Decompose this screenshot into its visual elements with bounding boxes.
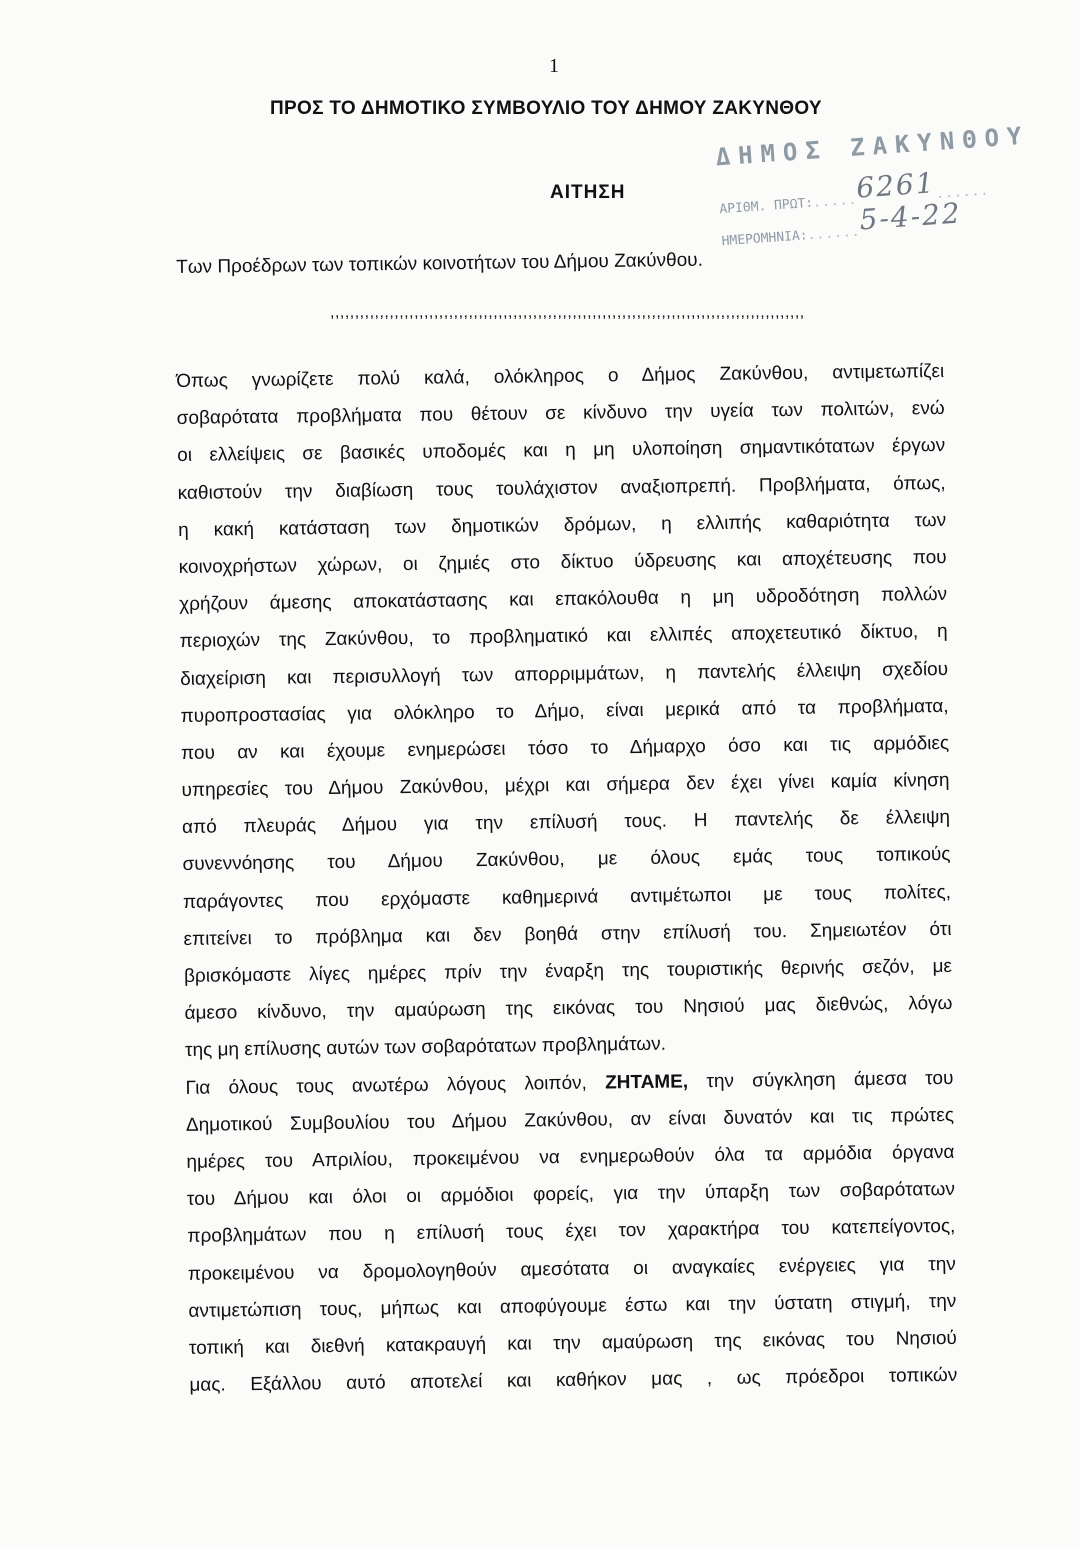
addressees-line: Των Προέδρων των τοπικών κοινοτήτων του Δήμου Ζακύνθου. bbox=[176, 249, 704, 278]
body-line: μας. Εξάλλου αυτό αποτελεί και καθήκον μας , ως πρόεδροι τοπικών bbox=[189, 1364, 958, 1396]
body-line: αντιμετώπιση τους, μήπως και αποφύγουμε έστω και την ύστατη στιγμή, την bbox=[188, 1290, 957, 1322]
body-line: σοβαρότατα προβλήματα που θέτουν σε κίνδυνο την υγεία των πολιτών, ενώ bbox=[176, 398, 945, 430]
body-line: προκειμένου να δρομολογηθούν αμεσότατα οι αναγκαίες ενέργειες για την bbox=[187, 1253, 956, 1285]
body-line: ημέρες του Απριλίου, προκειμένου να ενημερωθούν όλα τα αρμόδια όργανα bbox=[186, 1141, 955, 1173]
stamp-dots: ..... bbox=[812, 192, 858, 211]
stamp-protocol-number: 6261 bbox=[855, 166, 937, 205]
body-line: περιοχών της Ζακύνθου, το προβληματικό και ελλιπές αποχετευτικό δίκτυο, η bbox=[179, 621, 948, 653]
stamp-date-label: ΗΜΕΡΟΜΗΝΙΑ: bbox=[721, 228, 809, 250]
body-line: προβλημάτων που η επίλυσή τους έχει τον χαρακτήρα του κατεπείγοντος, bbox=[187, 1216, 956, 1248]
page-number: 1 bbox=[549, 55, 559, 77]
body-line: από πλευράς Δήμου για την επίλυσή τους. Η παντελής δε έλλειψη bbox=[181, 807, 951, 839]
body-line: τοπική και διεθνή κατακραυγή και την αμαύρωση της εικόνας του Νησιού bbox=[188, 1327, 957, 1359]
demand-keyword: ΖΗΤΑΜΕ, bbox=[604, 1070, 689, 1094]
body-text-segment: Για όλους τους ανωτέρω λόγους λοιπόν, bbox=[185, 1072, 588, 1099]
body-line: που αν και έχουμε ενημερώσει τόσο το Δήμαρχο όσο και τις αρμόδιες bbox=[180, 732, 950, 764]
body-line: του Δήμου και όλοι οι αρμόδιοι φορείς, για την ύπαρξη των σοβαρότατων bbox=[186, 1179, 956, 1211]
body-line: παράγοντες που ερχόμαστε καθημερινά αντιμέτωποι με τους πολίτες, bbox=[182, 881, 952, 913]
body-line: διαχείριση και περισυλλογή των απορριμμάτων, η παντελής έλλειψη σχεδίου bbox=[179, 658, 949, 690]
document-title: ΠΡΟΣ ΤΟ ΔΗΜΟΤΙΚΟ ΣΥΜΒΟΥΛΙΟ ΤΟΥ ΔΗΜΟΥ ΖΑΚΥΝΘΟΥ bbox=[270, 98, 822, 119]
body-line: κοινοχρήστων χώρων, οι ζημιές στο δίκτυο ύδρευσης και αποχέτευσης που bbox=[178, 546, 947, 578]
body-line: καθιστούν την διαβίωση τους τουλάχιστον αναξιοπρεπή. Προβλήματα, όπως, bbox=[177, 472, 946, 504]
body-line: η κακή κατάσταση των δημοτικών δρόμων, η ελλιπής καθαριότητα των bbox=[178, 509, 947, 541]
body-line: υπηρεσίες του Δήμου Ζακύνθου, μέχρι και σήμερα δεν έχει γίνει καμία κίνηση bbox=[181, 769, 950, 802]
body-line: επιτείνει το πρόβλημα και δεν βοηθά στην επίλυσή του. Σημειωτέον ότι bbox=[183, 918, 952, 950]
body-line: Δημοτικού Συμβουλίου του Δήμου Ζακύνθου, αν είναι δυνατόν και τις πρώτες bbox=[185, 1104, 955, 1136]
stamp-dots: ...... bbox=[807, 224, 861, 244]
body-text-segment: την σύγκληση άμεσα του bbox=[706, 1067, 954, 1092]
separator-line: ,,,,,,,,,,,,,,,,,,,,,,,,,,,,,,,,,,,,,,,,,,,,,,,,,,,,,,,,,,,,,,,,,,,,,,,,,,,,,,,,,,,,,,,,,,,,,,,, bbox=[330, 304, 805, 321]
body-line: οι ελλείψεις σε βασικές υποδομές και η μη υλοποίηση σημαντικότατων έργων bbox=[177, 435, 946, 467]
stamp-dots: ...... bbox=[935, 183, 990, 203]
body-line: άμεσο κίνδυνο, την αμαύρωση της εικόνας του Νησιού μας διεθνώς, λόγω bbox=[184, 993, 953, 1025]
body-line: χρήζουν άμεσης αποκατάστασης και επακόλουθα η μη υδροδότηση πολλών bbox=[179, 584, 948, 616]
body-text bbox=[176, 353, 958, 1404]
protocol-stamp bbox=[708, 118, 1031, 250]
body-line: Όπως γνωρίζετε πολύ καλά, ολόκληρος ο Δήμος Ζακύνθου, αντιμετωπίζει bbox=[176, 360, 945, 392]
document-subject: ΑΙΤΗΣΗ bbox=[550, 182, 626, 203]
body-line: πυροπροστασίας για ολόκληρο το Δήμο, είναι μερικά από τα προβλήματα, bbox=[180, 695, 949, 727]
stamp-protocol-label: ΑΡΙΘΜ. ΠΡΩΤ: bbox=[718, 195, 814, 218]
stamp-date-value: 5-4-22 bbox=[858, 196, 963, 237]
stamp-title: ΔΗΜΟΣ ΖΑΚΥΝΘΟΥ bbox=[714, 121, 1031, 172]
body-line: της μη επίλυσης αυτών των σοβαρότατων προβλημάτων. bbox=[184, 1034, 667, 1062]
body-line: συνεννόησης του Δήμου Ζακύνθου, με όλους εμάς τους τοπικούς bbox=[182, 844, 951, 876]
body-line: βρισκόμαστε λίγες ημέρες πρίν την έναρξη της τουριστικής θερινής σεζόν, με bbox=[183, 955, 953, 987]
